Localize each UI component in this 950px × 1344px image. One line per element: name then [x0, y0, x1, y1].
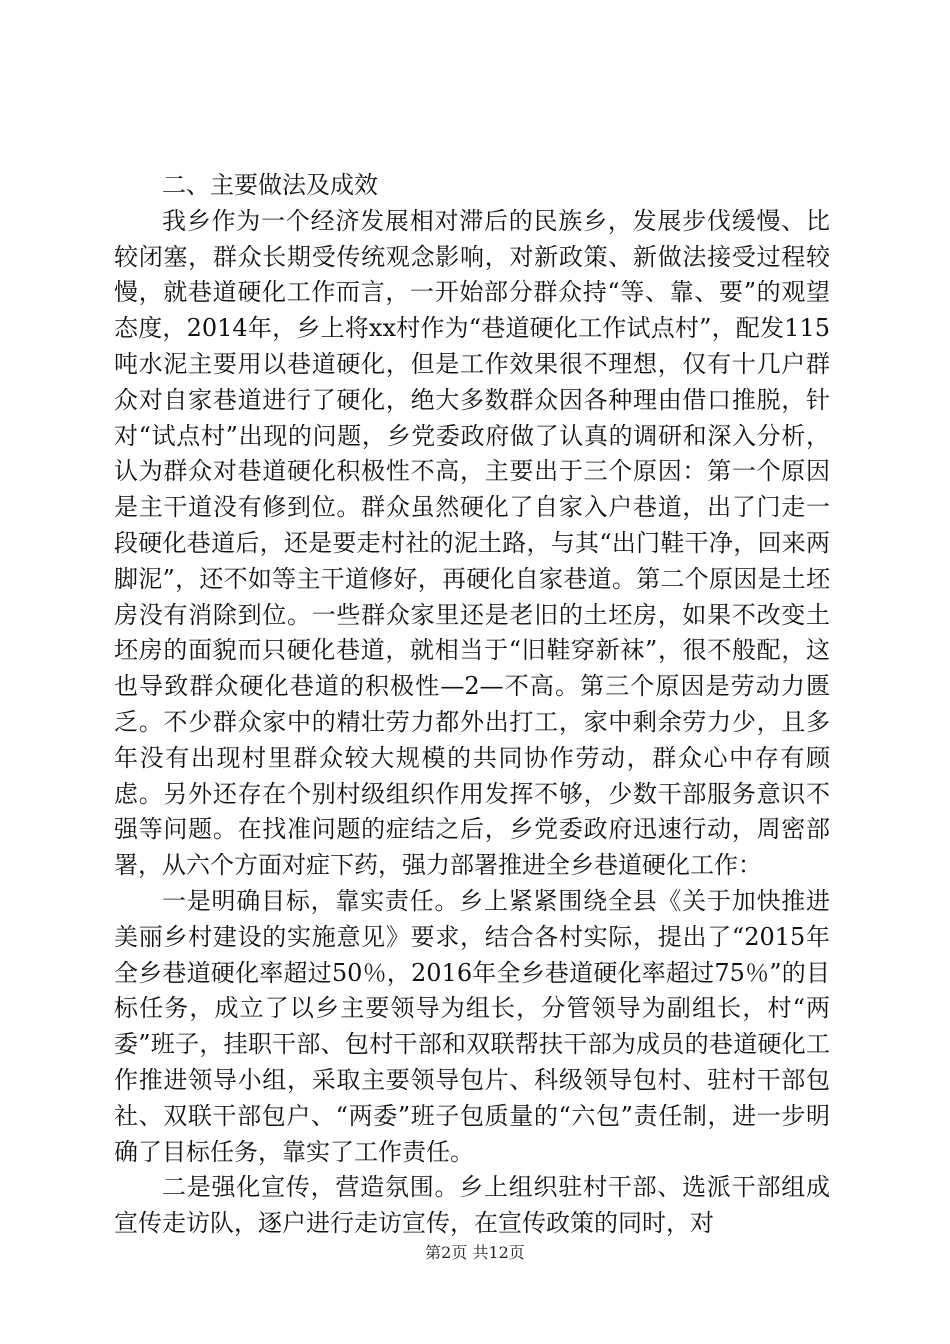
section-heading: 二、主要做法及成效 [162, 171, 378, 199]
page-footer [0, 1240, 950, 1263]
paragraph-measure-two: 二是强化宣传，营造氛围。乡上组织驻村干部、选派干部组成宣传走访队，逐户进行走访宣传，在宣传政策的同时，对 [114, 1173, 830, 1238]
page-number: 第2页 共12页 [425, 1243, 525, 1262]
paragraph-background: 我乡作为一个经济发展相对滞后的民族乡，发展步伐缓慢、比较闭塞，群众长期受传统观念影响，对新政策、新做法接受过程较慢，就巷道硬化工作而言，一开始部分群众持“等、靠、要”的观望态度，2014年，乡上将xx村作为“巷道硬化工作试点村”，配发115吨水泥主要用以巷道硬化，但是工作效果很不理想，仅有十几户群众对自家巷道进行了硬化，绝大多数群众因各种理由借口推脱，针对“试点村”出现的问题，乡党委政府做了认真的调研和深入分析，认为群众对巷道硬化积极性不高，主要出于三个原因：第一个原因是主干道没有修到位。群众虽然硬化了自家入户巷道，出了门走一段硬化巷道后，还是要走村社的泥土路，与其“出门鞋干净，回来两脚泥”，还不如等主干道修好，再硬化自家巷道。第二个原因是土坯房没有消除到位。一些群众家里还是老旧的土坯房，如果不改变土坯房的面貌而只硬化巷道，就相当于“旧鞋穿新袜”，很不般配，这也导致群众硬化巷道的积极性—2—不高。第三个原因是劳动力匮乏。不少群众家中的精壮劳力都外出打工，家中剩余劳力少，且多年没有出现村里群众较大规模的共同协作劳动，群众心中存有顾虑。另外还存在个别村级组织作用发挥不够，少数干部服务意识不强等问题。在找准问题的症结之后，乡党委政府迅速行动，周密部署，从六个方面对症下药，强力部署推进全乡巷道硬化工作： [114, 206, 830, 880]
document-body [114, 168, 830, 1242]
paragraph-measure-one: 一是明确目标，靠实责任。乡上紧紧围绕全县《关于加快推进美丽乡村建设的实施意见》要求，结合各村实际，提出了“2015年全乡巷道硬化率超过50％，2016年全乡巷道硬化率超过75％”的目标任务，成立了以乡主要领导为组长，分管领导为副组长，村“两委”班子，挂职干部、包村干部和双联帮扶干部为成员的巷道硬化工作推进领导小组，采取主要领导包片、科级领导包村、驻村干部包社、双联干部包户、“两委”班子包质量的“六包”责任制，进一步明确了目标任务，靠实了工作责任。 [114, 886, 830, 1166]
